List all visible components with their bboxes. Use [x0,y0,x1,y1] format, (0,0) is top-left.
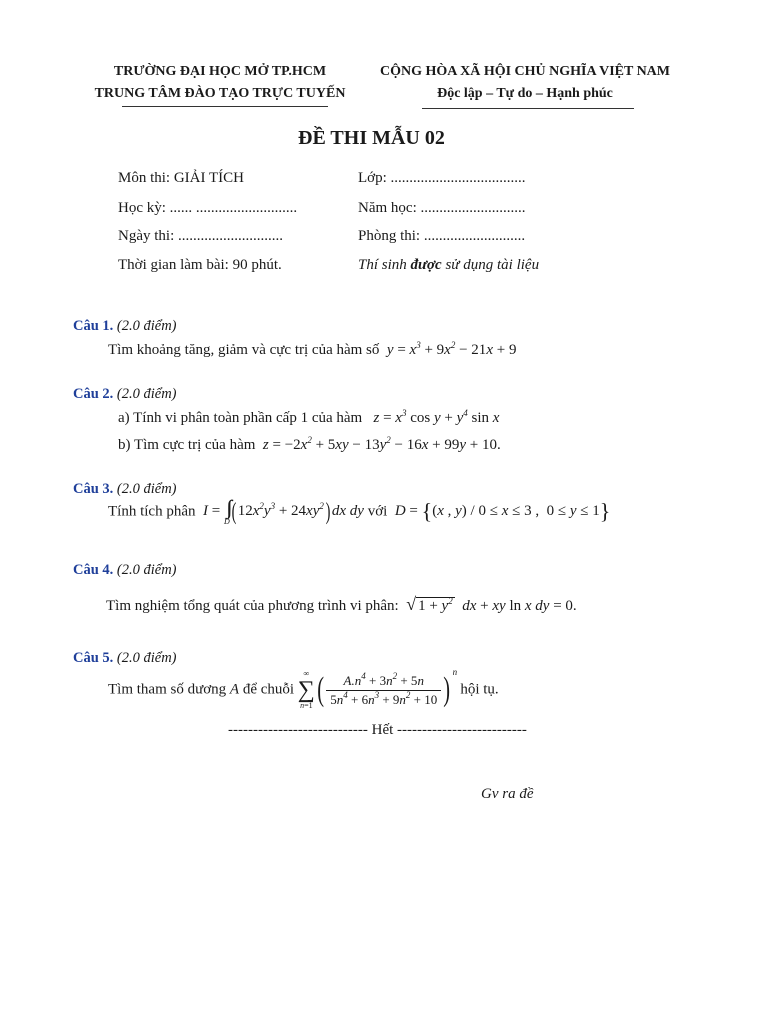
question-1-formula: $y = x^3 + 9x^2 - 21x + 9$ [383,340,517,358]
question-1-text [108,342,516,359]
question-1-number: Câu 1. [73,318,114,334]
question-3-points: (2.0 điểm) [116,481,177,497]
question-3-number: Câu 3. [73,481,114,497]
question-5-suffix: hội tụ. [460,681,499,698]
question-4-prompt: Tìm nghiệm tổng quát của phương trình vi phân: [106,598,399,614]
page-title: ĐỀ THI MẪU 02 [298,127,445,149]
question-4-formula: √ $1 + y^2$ dx + xy ln x dy = 0. [406,594,577,614]
question-1-points: (2.0 điểm) [116,318,177,334]
question-3-label [73,481,177,498]
info-class: Lớp: .................................... [358,170,526,186]
header-right-underline [422,108,634,109]
question-2a-formula: $z = x^3$ $\cos y + y^4$ sin x [365,408,500,426]
info-note [358,257,539,274]
question-2-label [73,386,177,403]
info-note-bold: được [410,257,442,273]
info-note-pre: Thí sinh [358,257,411,273]
header-motto: Độc lập – Tự do – Hạnh phúc [437,86,613,101]
info-date: Ngày thi: ............................ [118,228,283,244]
info-year: Năm học: ............................ [358,200,526,216]
info-room: Phòng thi: ........................... [358,228,526,244]
question-2a-prompt: a) Tính vi phân toàn phần cấp 1 của hàm [118,410,363,426]
question-5-points: (2.0 điểm) [116,650,177,666]
question-1-label [73,318,177,335]
question-3-prompt: Tính tích phân [108,503,196,520]
question-4-points: (2.0 điểm) [116,562,177,578]
question-4-label [73,562,177,579]
question-3-with: với [367,503,388,520]
question-5-label [73,650,177,667]
question-3-text [108,498,610,526]
question-2b-text [118,437,501,454]
header-center-name: TRUNG TÂM ĐÀO TẠO TRỰC TUYẾN [94,86,346,101]
question-4-text [106,594,577,615]
info-semester: Học kỳ: ...... ........................... [118,200,298,216]
question-5-prompt: Tìm tham số dương A để chuỗi [108,681,295,698]
question-3-formula: I = D ( $12x^2y^3 + 24xy^2$) dx dy [199,499,364,526]
question-2-points: (2.0 điểm) [116,386,177,402]
question-3-domain: D = {(x , y) / 0 ≤ x ≤ 3 , 0 ≤ y ≤ 1} [391,499,611,524]
question-1-prompt: Tìm khoảng tăng, giảm và cực trị của hàm số [108,342,380,358]
question-5-series: ∞ ∑ n=1 ( $\frac{A.n^4 + 3n^2 + 5n}{5n^4 + 6n^3 + 9n^2 + 10}$ ) $^n$ [297,666,458,710]
info-note-post: sử dụng tài liệu [441,257,540,273]
question-2b-prompt: b) Tìm cực trị của hàm [118,437,256,453]
question-2-number: Câu 2. [73,386,114,402]
signature: Gv ra đề [481,786,534,802]
question-4-number: Câu 4. [73,562,114,578]
info-duration: Thời gian làm bài: 90 phút. [118,257,282,273]
header-left-underline [122,106,328,107]
question-2b-formula: $z = -2x^2 + 5xy - 13y^2 - 16x + 99y + 10$. [259,435,501,453]
question-5-number: Câu 5. [73,650,114,666]
header-country-name: CỘNG HÒA XÃ HỘI CHỦ NGHĨA VIỆT NAM [379,64,670,79]
info-subject: Môn thi: GIẢI TÍCH [118,170,244,186]
question-2a-text [118,410,499,427]
end-line: ---------------------------- Hết -------------------------- [228,722,527,738]
header-school-name: TRƯỜNG ĐẠI HỌC MỞ TP.HCM [113,64,327,79]
question-5-text [108,666,499,710]
